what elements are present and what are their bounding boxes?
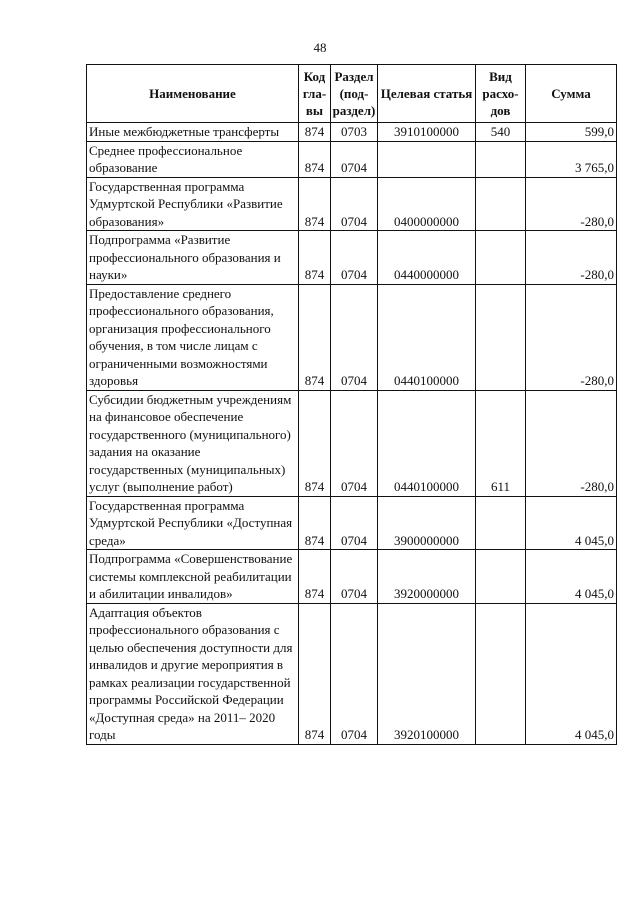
row-section: 0704 xyxy=(331,496,378,550)
page-number: 48 xyxy=(313,40,327,55)
header-expense-type: Вид расхо-дов xyxy=(476,65,526,123)
row-target: 0440100000 xyxy=(378,284,476,390)
row-sum: 4 045,0 xyxy=(526,496,617,550)
row-sum: 4 045,0 xyxy=(526,603,617,744)
row-section: 0704 xyxy=(331,177,378,231)
table-header-row xyxy=(87,65,617,123)
row-target xyxy=(378,141,476,177)
row-sum: -280,0 xyxy=(526,231,617,285)
row-target: 0400000000 xyxy=(378,177,476,231)
row-target: 0440000000 xyxy=(378,231,476,285)
row-section: 0704 xyxy=(331,603,378,744)
row-expense-type xyxy=(476,550,526,604)
row-name: Подпрограмма «Развитие профессионального образования и науки» xyxy=(87,231,299,285)
row-expense-type: 611 xyxy=(476,390,526,496)
row-name: Субсидии бюджетным учреждениям на финансовое обеспечение государственного (муниципального) задания на оказание государственных (муниципальных) услуг (выполнение работ) xyxy=(87,390,299,496)
row-section: 0703 xyxy=(331,123,378,142)
row-target: 3900000000 xyxy=(378,496,476,550)
row-code: 874 xyxy=(299,390,331,496)
row-name: Государственная программа Удмуртской Республики «Доступная среда» xyxy=(87,496,299,550)
row-code: 874 xyxy=(299,141,331,177)
row-section: 0704 xyxy=(331,141,378,177)
table-row xyxy=(87,231,617,285)
row-expense-type xyxy=(476,603,526,744)
row-section: 0704 xyxy=(331,284,378,390)
row-sum: -280,0 xyxy=(526,284,617,390)
table-row xyxy=(87,496,617,550)
row-code: 874 xyxy=(299,603,331,744)
row-target: 3920000000 xyxy=(378,550,476,604)
row-section: 0704 xyxy=(331,390,378,496)
row-code: 874 xyxy=(299,177,331,231)
budget-table xyxy=(86,64,617,745)
row-expense-type xyxy=(476,177,526,231)
table-row xyxy=(87,550,617,604)
row-sum: 4 045,0 xyxy=(526,550,617,604)
row-name: Иные межбюджетные трансферты xyxy=(87,123,299,142)
table-row xyxy=(87,123,617,142)
header-sum: Сумма xyxy=(526,65,617,123)
row-sum: -280,0 xyxy=(526,177,617,231)
row-name: Среднее профессиональное образование xyxy=(87,141,299,177)
table-row xyxy=(87,603,617,744)
row-name: Предоставление среднего профессионального образования, организация профессионального обучения, в том числе лицам с ограниченными возможностями здоровья xyxy=(87,284,299,390)
header-code: Код гла-вы xyxy=(299,65,331,123)
row-name: Государственная программа Удмуртской Республики «Развитие образования» xyxy=(87,177,299,231)
header-section: Раздел (под-раздел) xyxy=(331,65,378,123)
header-target: Целевая статья xyxy=(378,65,476,123)
row-name: Подпрограмма «Совершенствование системы комплексной реабилитации и абилитации инвалидов» xyxy=(87,550,299,604)
table-row xyxy=(87,177,617,231)
row-section: 0704 xyxy=(331,550,378,604)
row-expense-type xyxy=(476,141,526,177)
row-code: 874 xyxy=(299,550,331,604)
row-target: 3920100000 xyxy=(378,603,476,744)
table-row xyxy=(87,284,617,390)
table-row xyxy=(87,390,617,496)
row-sum: 599,0 xyxy=(526,123,617,142)
row-code: 874 xyxy=(299,123,331,142)
row-target: 3910100000 xyxy=(378,123,476,142)
header-name: Наименование xyxy=(87,65,299,123)
row-expense-type: 540 xyxy=(476,123,526,142)
row-expense-type xyxy=(476,231,526,285)
row-code: 874 xyxy=(299,284,331,390)
row-target: 0440100000 xyxy=(378,390,476,496)
row-name: Адаптация объектов профессионального образования с целью обеспечения доступности для инвалидов и другие мероприятия в рамках реализации государственной программы Российской Федерации «Доступная среда» на 2011– 2020 годы xyxy=(87,603,299,744)
row-sum: -280,0 xyxy=(526,390,617,496)
row-code: 874 xyxy=(299,231,331,285)
row-sum: 3 765,0 xyxy=(526,141,617,177)
table-row xyxy=(87,141,617,177)
row-expense-type xyxy=(476,284,526,390)
row-expense-type xyxy=(476,496,526,550)
row-code: 874 xyxy=(299,496,331,550)
row-section: 0704 xyxy=(331,231,378,285)
